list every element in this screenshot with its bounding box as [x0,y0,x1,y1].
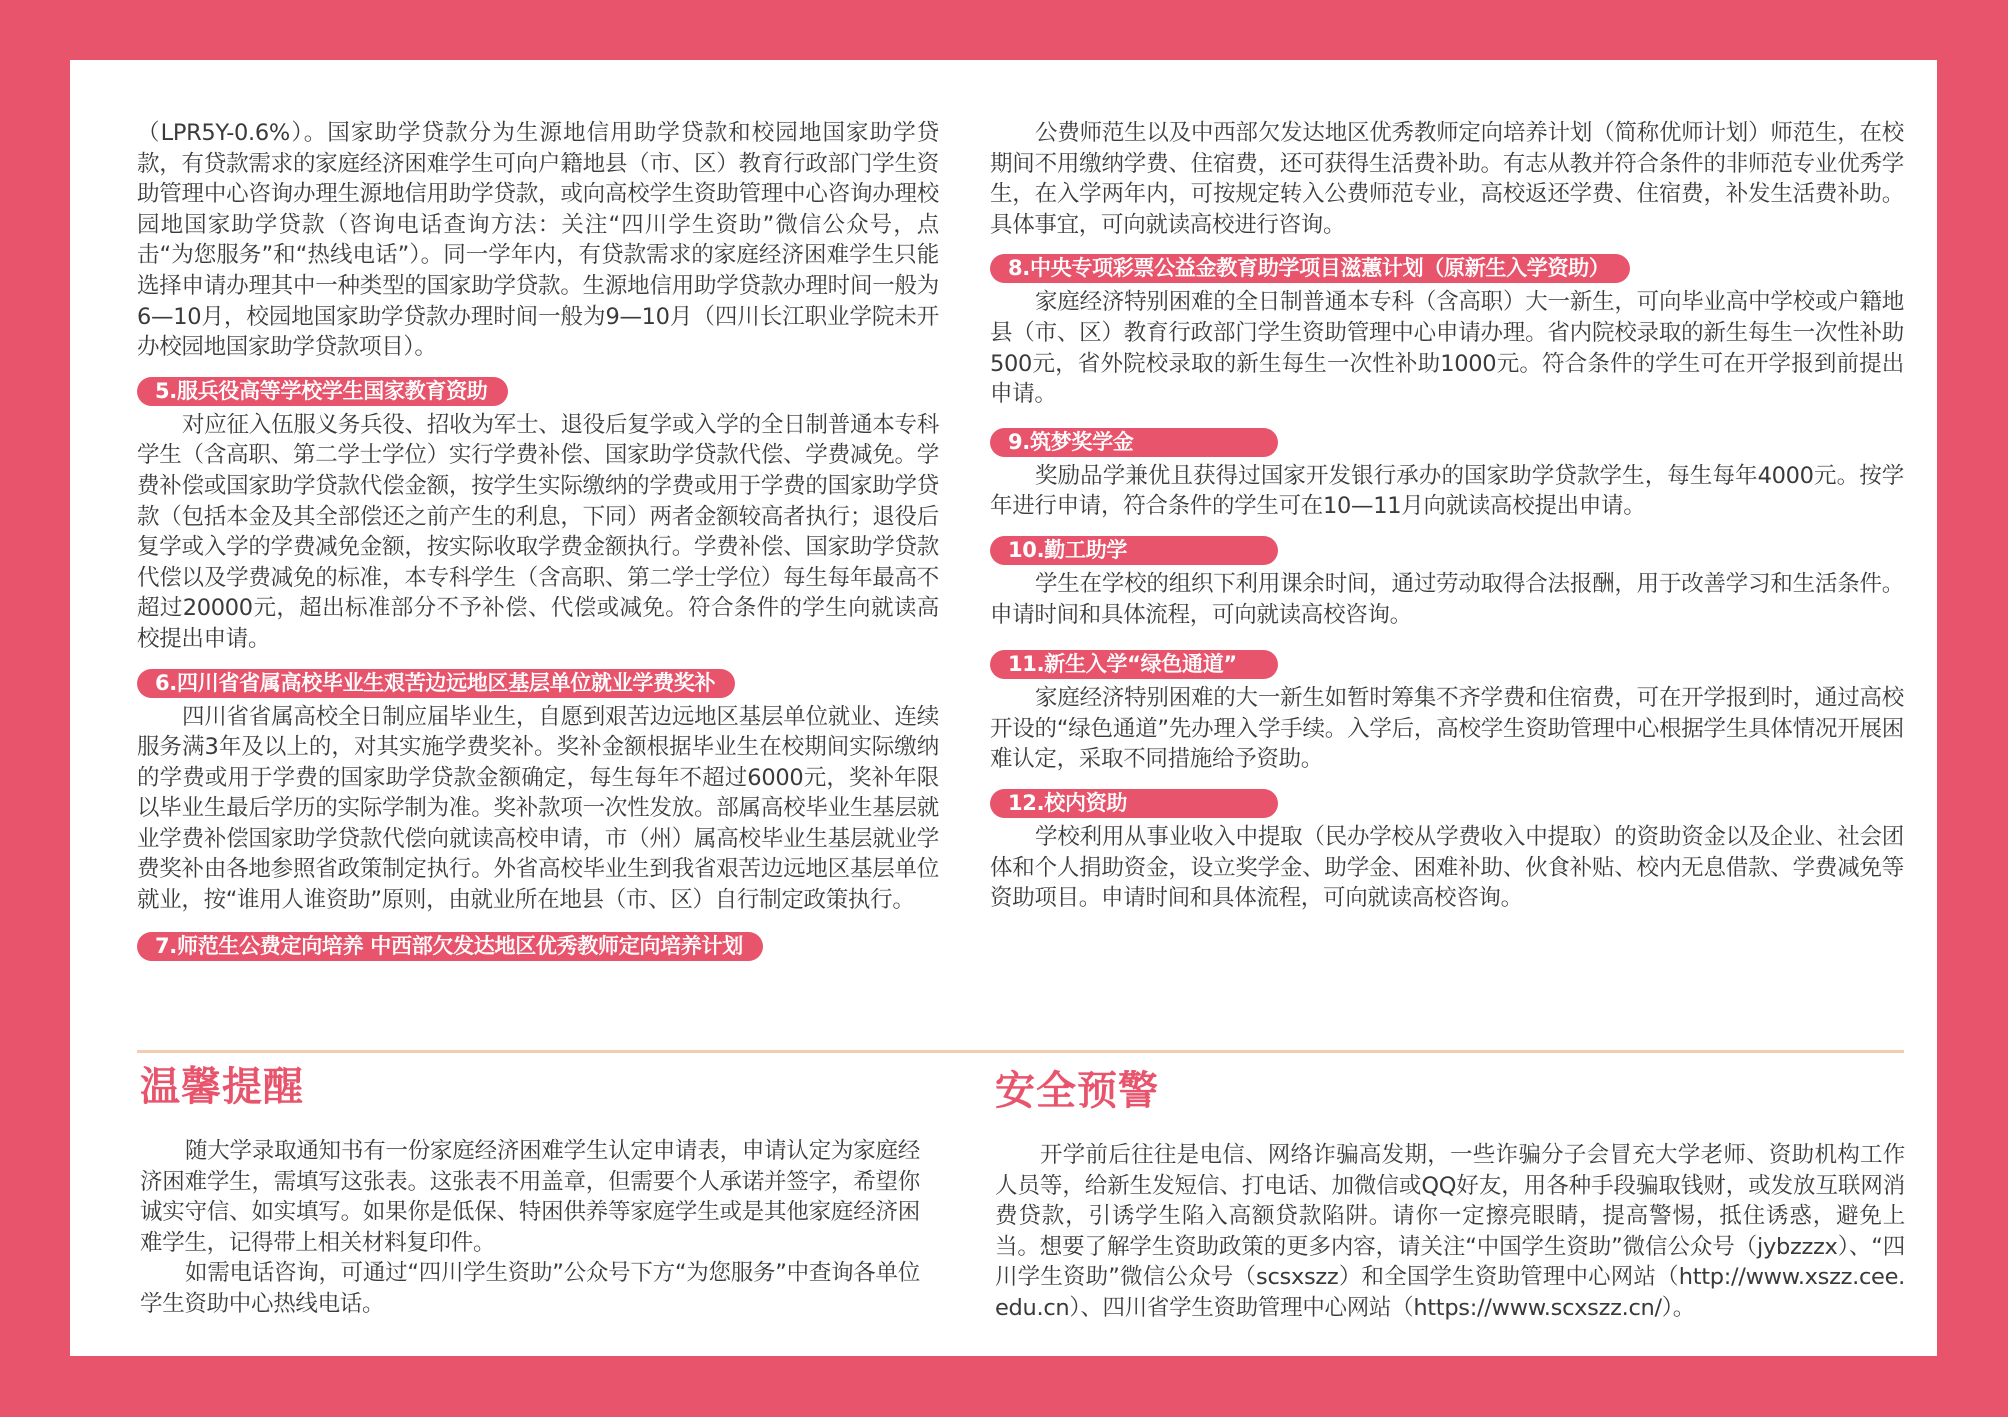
reminder-text-2: 如需电话咨询，可通过“四川学生资助”公众号下方“为您服务”中查询各单位学生资助中心热线电话。 [140,1260,920,1317]
reminder-text-1: 随大学录取通知书有一份家庭经济困难学生认定申请表，申请认定为家庭经济困难学生，需填写这张表。这张表不用盖章，但需要个人承诺并签字，希望你诚实守信、如实填写。如果你是低保、特困供养等家庭学生或是其他家庭经济困难学生，记得带上相关材料复印件。 [140,1138,920,1256]
left-column [137,118,939,965]
warning-title: 安全预警 [995,1068,1159,1114]
loan-paragraph: （LPR5Y-0.6%）。国家助学贷款分为生源地信用助学贷款和校园地国家助学贷款，有贷款需求的家庭经济困难学生可向户籍地县（市、区）教育行政部门学生资助管理中心咨询办理生源地信用助学贷款，或向高校学生资助管理中心咨询办理校园地国家助学贷款（咨询电话查询方法：关注“四川学生资助”微信公众号，点击“为您服务”和“热线电话”）。同一学年内，有贷款需求的家庭经济困难学生只能选择申请办理其中一种类型的国家助学贷款。生源地信用助学贷款办理时间一般为6—10月，校园地国家助学贷款办理时间一般为9—10月（四川长江职业学院未开办校园地国家助学贷款项目）。 [137,120,939,361]
section-heading-10: 10.勤工助学 [990,536,1278,565]
section-heading-6: 6.四川省省属高校毕业生艰苦边远地区基层单位就业学费奖补 [137,669,735,698]
reminder-section [140,1062,920,1320]
section-heading-7: 7.师范生公费定向培养 中西部欠发达地区优秀教师定向培养计划 [137,932,763,961]
section-6-text: 四川省省属高校全日制应届毕业生，自愿到艰苦边远地区基层单位就业、连续服务满3年及以上的，对其实施学费奖补。奖补金额根据毕业生在校期间实际缴纳的学费或用于学费的国家助学贷款金额确定，每生每年不超过6000元，奖补年限以毕业生最后学历的实际学制为准。奖补款项一次性发放。部属高校毕业生基层就业学费补偿国家助学贷款代偿向就读高校申请，市（州）属高校毕业生基层就业学费奖补由各地参照省政策制定执行。外省高校毕业生到我省艰苦边远地区基层单位就业，按“谁用人谁资助”原则，由就业所在地县（市、区）自行制定政策执行。 [137,703,939,914]
warning-text: 开学前后往往是电信、网络诈骗高发期，一些诈骗分子会冒充大学老师、资助机构工作人员等，给新生发短信、打电话、加微信或QQ好友，用各种手段骗取钱财，或发放互联网消费贷款，引诱学生陷入高额贷款陷阱。请你一定擦亮眼睛，提高警惕，抵住诱惑，避免上当。想要了解学生资助政策的更多内容，请关注“中国学生资助”微信公众号（jybzzzx）、“四川学生资助”微信公众号（scsxszz）和全国学生资助管理中心网站（http://www.xszz.cee.edu.cn）、四川省学生资助管理中心网站（https://www.scxszz.cn/）。 [995,1142,1905,1321]
section-7-text: 公费师范生以及中西部欠发达地区优秀教师定向培养计划（简称优师计划）师范生，在校期间不用缴纳学费、住宿费，还可获得生活费补助。有志从教并符合条件的非师范专业优秀学生，在入学两年内，可按规定转入公费师范专业，高校返还学费、住宿费，补发生活费补助。具体事宜，可向就读高校进行咨询。 [990,120,1904,238]
right-column [990,118,1904,914]
warning-section [995,1062,1905,1324]
section-10-text: 学生在学校的组织下利用课余时间，通过劳动取得合法报酬，用于改善学习和生活条件。申请时间和具体流程，可向就读高校咨询。 [990,570,1904,628]
section-9-text: 奖励品学兼优且获得过国家开发银行承办的国家助学贷款学生，每生每年4000元。按学年进行申请，符合条件的学生可在10—11月向就读高校提出申请。 [990,462,1904,520]
section-8-text: 家庭经济特别困难的全日制普通本专科（含高职）大一新生，可向毕业高中学校或户籍地县（市、区）教育行政部门学生资助管理中心申请办理。省内院校录取的新生每生一次性补助500元，省外院校录取的新生每生一次性补助1000元。符合条件的学生可在开学报到前提出申请。 [990,289,1904,408]
section-divider [137,1050,1904,1053]
section-12-text: 学校利用从事业收入中提取（民办学校从学费收入中提取）的资助资金以及企业、社会团体和个人捐助资金，设立奖学金、助学金、困难补助、伙食补贴、校内无息借款、学费减免等资助项目。申请时间和具体流程，可向就读高校咨询。 [990,823,1904,912]
reminder-title: 温馨提醒 [140,1064,304,1110]
section-heading-8: 8.中央专项彩票公益金教育助学项目滋蕙计划（原新生入学资助） [990,254,1630,283]
section-heading-12: 12.校内资助 [990,789,1278,818]
section-5-text: 对应征入伍服义务兵役、招收为军士、退役后复学或入学的全日制普通本专科学生（含高职、第二学士学位）实行学费补偿、国家助学贷款代偿、学费减免。学费补偿或国家助学贷款代偿金额，按学生实际缴纳的学费或用于学费的国家助学贷款（包括本金及其全部偿还之前产生的利息，下同）两者金额较高者执行；退役后复学或入学的学费减免金额，按实际收取学费金额执行。学费补偿、国家助学贷款代偿以及学费减免的标准，本专科学生（含高职、第二学士学位）每生每年最高不超过20000元，超出标准部分不予补偿、代偿或减免。符合条件的学生向就读高校提出申请。 [137,411,939,652]
section-11-text: 家庭经济特别困难的大一新生如暂时筹集不齐学费和住宿费，可在开学报到时，通过高校开设的“绿色通道”先办理入学手续。入学后，高校学生资助管理中心根据学生具体情况开展困难认定，采取不同措施给予资助。 [990,685,1904,773]
section-heading-9: 9.筑梦奖学金 [990,428,1278,457]
section-heading-11: 11.新生入学“绿色通道” [990,650,1278,679]
section-heading-5: 5.服兵役高等学校学生国家教育资助 [137,377,508,406]
